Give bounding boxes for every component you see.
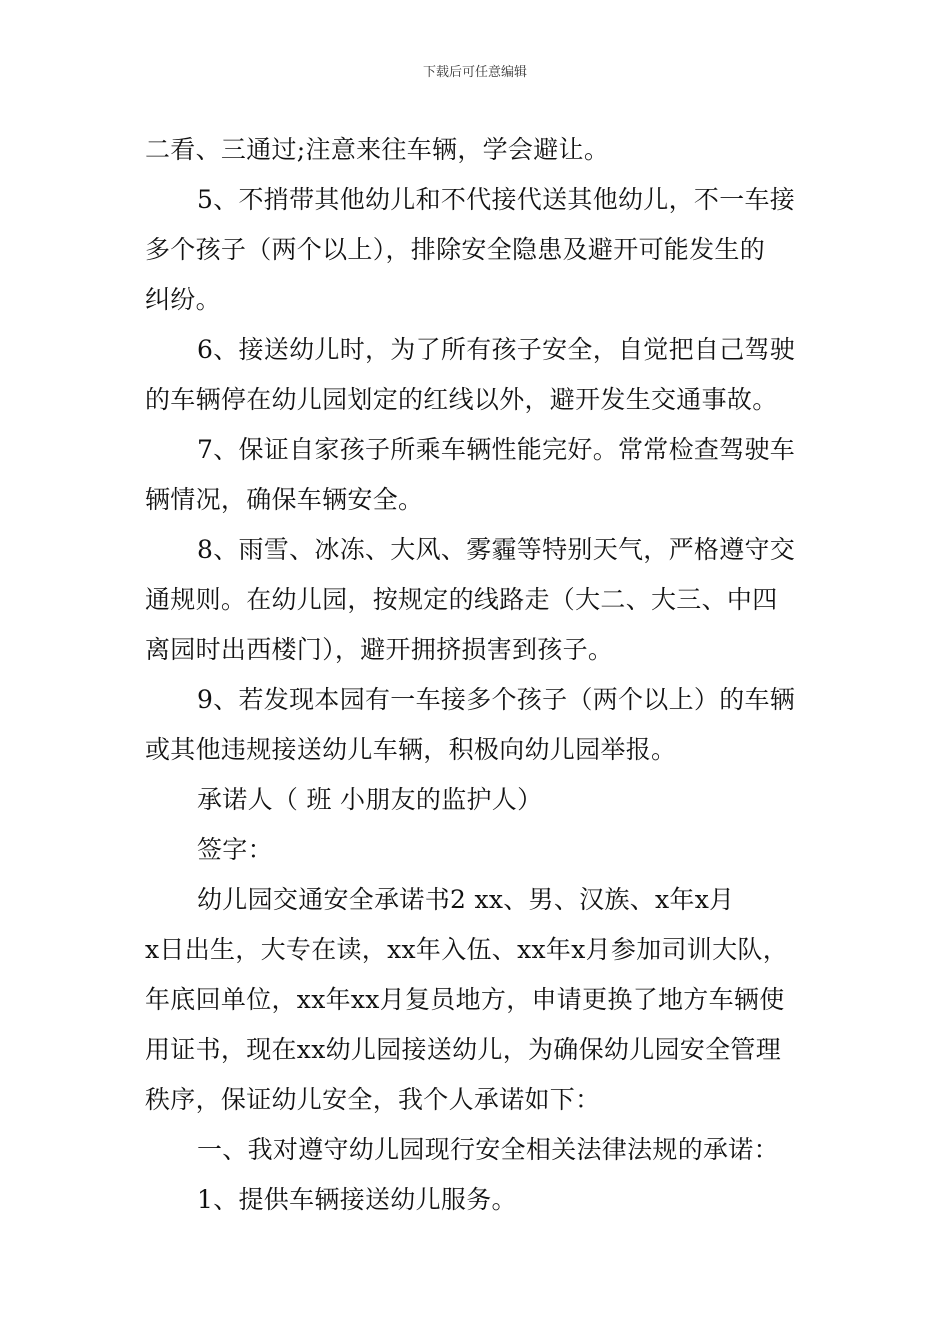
signature-line: 签字： (197, 835, 273, 864)
text-line: 多个孩子（两个以上），排除安全隐患及避开可能发生的 (145, 235, 766, 264)
section-heading: 一、我对遵守幼儿园现行安全相关法律法规的承诺： (197, 1135, 779, 1164)
text-line: 二看、三通过;注意来往车辆，学会避让。 (145, 135, 610, 164)
text-line: 通规则。在幼儿园，按规定的线路走（大二、大三、中四 (145, 585, 778, 614)
page-header: 下载后可任意编辑 (422, 65, 527, 80)
text-line: 离园时出西楼门），避开拥挤损害到孩子。 (145, 635, 614, 664)
text-line: 7、保证自家孩子所乘车辆性能完好。常常检查驾驶车 (197, 435, 796, 464)
text-line: 秩序，保证幼儿安全，我个人承诺如下： (145, 1085, 601, 1114)
text-line: 年底回单位，xx年xx月复员地方，申请更换了地方车辆使 (145, 985, 785, 1014)
text-line: 或其他违规接送幼儿车辆，积极向幼儿园举报。 (145, 735, 677, 764)
signatory-line: 承诺人（ 班 小朋友的监护人） (197, 785, 543, 814)
text-line: 纠纷。 (145, 285, 221, 314)
text-line: 幼儿园交通安全承诺书2 xx、男、汉族、x年x月 (197, 885, 735, 914)
text-line: 辆情况，确保车辆安全。 (145, 485, 424, 514)
text-line: 9、若发现本园有一车接多个孩子（两个以上）的车辆 (197, 685, 796, 714)
text-line: 的车辆停在幼儿园划定的红线以外，避开发生交通事故。 (145, 385, 778, 414)
text-line: 6、接送幼儿时，为了所有孩子安全，自觉把自己驾驶 (197, 335, 796, 364)
text-line: x日出生，大专在读，xx年入伍、xx年x月参加司训大队， (145, 935, 788, 964)
text-line: 1、提供车辆接送幼儿服务。 (197, 1185, 517, 1214)
text-line: 用证书，现在xx幼儿园接送幼儿，为确保幼儿园安全管理 (145, 1035, 782, 1064)
text-line: 8、雨雪、冰冻、大风、雾霾等特别天气，严格遵守交 (197, 535, 796, 564)
document-body (145, 125, 807, 1225)
text-line: 5、不捎带其他幼儿和不代接代送其他幼儿，不一车接 (197, 185, 796, 214)
